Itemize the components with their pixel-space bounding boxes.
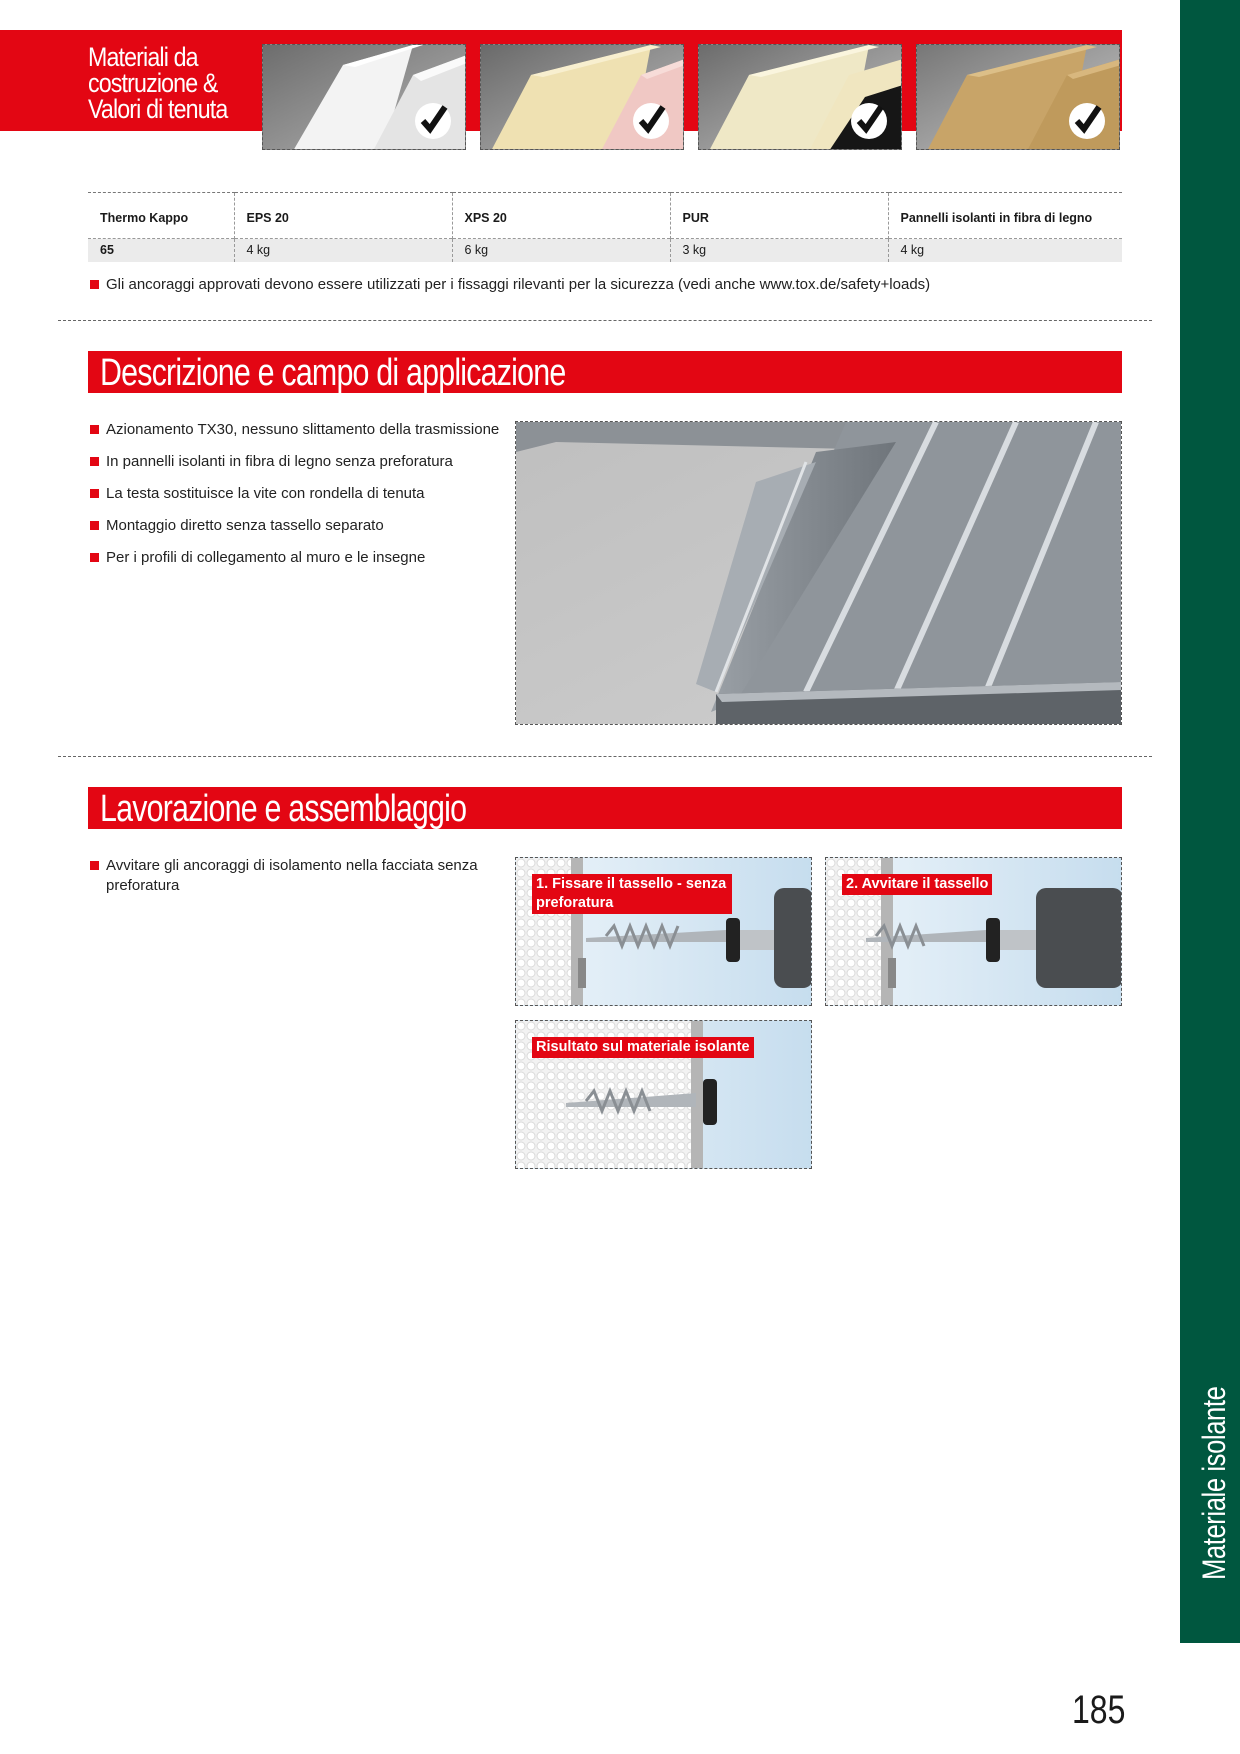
table-header-cell: Pannelli isolanti in fibra di legno	[888, 193, 1122, 239]
table-cell: 65	[88, 239, 234, 262]
application-photo	[515, 421, 1122, 725]
side-tab-label: Materiale isolante	[1196, 1386, 1232, 1580]
check-icon	[633, 103, 669, 139]
divider	[58, 756, 1152, 757]
header-title-line: Materiali da	[88, 42, 198, 72]
material-tile-xps	[480, 44, 684, 150]
check-icon	[415, 103, 451, 139]
page-number: 185	[1072, 1688, 1126, 1732]
material-tile-eps	[262, 44, 466, 150]
header-title-line: Valori di tenuta	[88, 94, 228, 124]
divider	[58, 320, 1152, 321]
header-title-line: costruzione &	[88, 68, 218, 98]
list-item: La testa sostituisce la vite con rondella di tenuta	[88, 484, 508, 504]
list-item: In pannelli isolanti in fibra di legno senza preforatura	[88, 452, 508, 472]
list-item: Per i profili di collegamento al muro e le insegne	[88, 548, 508, 568]
check-icon	[1069, 103, 1105, 139]
step-image-1	[515, 857, 812, 1006]
step-label: 1. Fissare il tassello - senza preforatura	[532, 874, 732, 914]
list-item: Avvitare gli ancoraggi di isolamento nella facciata senza preforatura	[88, 856, 508, 896]
safety-note: Gli ancoraggi approvati devono essere utilizzati per i fissaggi rilevanti per la sicurezza (vedi anche www.tox.de/safety+loads)	[88, 275, 1122, 295]
description-list	[88, 420, 508, 580]
table-row	[88, 239, 1122, 262]
section-description-header	[88, 351, 1122, 393]
section-title: Descrizione e campo di applicazione	[100, 352, 566, 394]
assembly-list	[88, 856, 508, 896]
material-tile-woodfiber	[916, 44, 1120, 150]
check-icon	[851, 103, 887, 139]
table-cell: 4 kg	[888, 239, 1122, 262]
material-tile-pur	[698, 44, 902, 150]
step-label: Risultato sul materiale isolante	[532, 1037, 754, 1058]
table-header-row	[88, 193, 1122, 239]
table-header-cell: EPS 20	[234, 193, 452, 239]
list-item: Azionamento TX30, nessuno slittamento della trasmissione	[88, 420, 508, 440]
section-assembly-header	[88, 787, 1122, 829]
table-header-cell: Thermo Kappo	[88, 193, 234, 239]
table-cell: 3 kg	[670, 239, 888, 262]
table-cell: 6 kg	[452, 239, 670, 262]
table-header-cell: PUR	[670, 193, 888, 239]
table-cell: 4 kg	[234, 239, 452, 262]
header-title	[88, 44, 234, 122]
holding-values-table	[88, 192, 1122, 262]
section-title: Lavorazione e assemblaggio	[100, 788, 467, 830]
table-header-cell: XPS 20	[452, 193, 670, 239]
list-item: Montaggio diretto senza tassello separato	[88, 516, 508, 536]
step-label: 2. Avvitare il tassello	[842, 874, 992, 895]
step-image-2	[825, 857, 1122, 1006]
result-image	[515, 1020, 812, 1169]
